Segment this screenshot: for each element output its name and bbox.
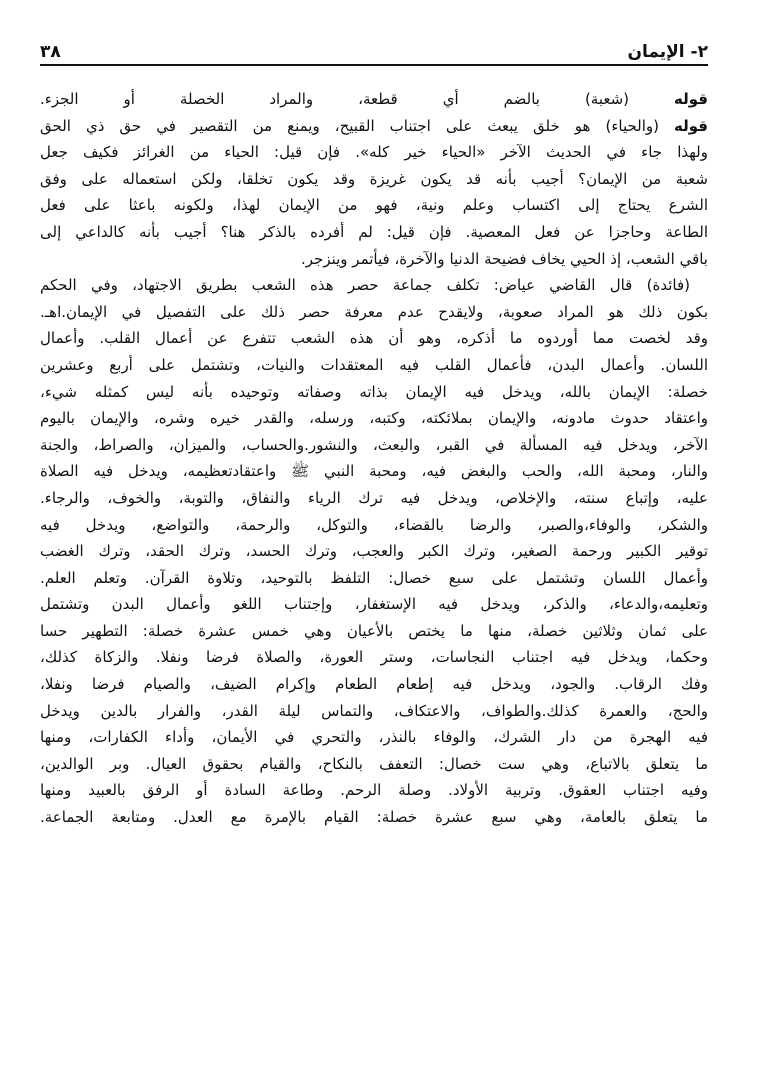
text-line: باقي الشعب، إذ الحيي يخاف فضيحة الدنيا والآخرة، فيأتمر وينزجر.: [301, 249, 708, 268]
text-line: وقد لخصت مما أوردوه ما أذكره، وهو أن هذه الشعب تتفرع عن أعمال القلب. وأعمال: [40, 329, 708, 348]
text-line: الطاعة وحاجزا عن فعل المعصية. فإن قيل: لم أفرده بالذكر هنا؟ أجيب بأنه كالداعي إلى: [40, 222, 708, 241]
text-line: قوله (والحياء) هو خلق يبعث على اجتناب القبيح، ويمنع من التقصير في حق ذي الحق: [40, 116, 708, 135]
text-line: ما يتعلق بالعامة، وهي سبع عشرة خصلة: القيام بالإمرة مع العدل. ومتابعة الجماعة.: [40, 808, 708, 827]
text-line: وفيه اجتناب العقوق. وتربية الأولاد. وصلة الرحم. وطاعة السادة أو الرفق بالعبيد ومنها: [40, 781, 708, 800]
text-line: توقير الكبير ورحمة الصغير، وترك الكبر والعجب، وترك الحسد، وترك الحقد، وترك الغضب: [40, 542, 708, 561]
header-divider: [40, 64, 708, 66]
text-line: اللسان. وأعمال البدن، فأعمال القلب فيه المعتقدات والنيات، وتشتمل على أربع وعشرين: [40, 355, 708, 374]
text-line: عليه، وإتباع سنته، والإخلاص، ويدخل فيه ترك الرياء والنفاق، والتوبة، والخوف، والرجاء.: [40, 488, 708, 507]
text-line: وتعليمه،والدعاء، والذكر، ويدخل فيه الإستغفار، وإجتناب اللغو وأعمال البدن وتشتمل: [40, 595, 708, 614]
text-line: بكون ذلك هو المراد صعوبة، ولايقدح عدم معرفة حصر ذلك على التفصيل في الإيمان.اهـ.: [40, 302, 708, 321]
text-line: قوله (شعبة) بالضم أي قطعة، والمراد الخصلة أو الجزء.: [40, 90, 708, 108]
text-line: ما يتعلق بالاتباع، وهي ست خصال: التعفف بالنكاح، والقيام بحقوق العيال. وبر الوالدين،: [40, 754, 708, 773]
commentary-text: [40, 86, 708, 831]
text-line: فيه الهجرة من دار الشرك، والوفاء بالنذر، والتحري في الأيمان، وأداء الكفارات، ومنها: [40, 728, 708, 747]
text-line: شعبة من الإيمان؟ أجيب بأنه قد يكون غريزة وقد يكون تخلقا، ولكن استعماله على وفق: [40, 169, 708, 188]
text-line: خصلة: الإيمان بالله، ويدخل فيه الإيمان بذاته وصفاته وتوحيده بأنه ليس كمثله شيء،: [40, 382, 708, 401]
text-line: الآخر، ويدخل فيه المسألة في القبر، والبعث، والنشور.والحساب، والميزان، والصراط، والجنة: [40, 435, 708, 454]
text-line: واعتقاد حدوث مادونه، والإيمان بملائكته، وكتبه، ورسله، والقدر خيره وشره، والإيمان باليوم: [40, 409, 708, 428]
text-line: وفك الرقاب. والجود، ويدخل فيه إطعام الطعام وإكرام الضيف، والصيام فرضا ونفلا،: [40, 675, 708, 694]
text-line: والشكر، والوفاء،والصبر، والرضا بالقضاء، والتوكل، والرحمة، والتواضع، ويدخل فيه: [40, 515, 708, 534]
text-line: والحج، والعمرة كذلك.والطواف، والاعتكاف، والتماس ليلة القدر، والفرار بالدين ويدخل: [40, 701, 708, 720]
chapter-title: ٢- الإيمان: [627, 42, 708, 62]
text-line: (فائدة) قال القاضي عياض: تكلف جماعة حصر هذه الشعب بطريق الاجتهاد، وفي الحكم: [40, 276, 690, 295]
text-line: والنار، ومحبة الله، والحب والبغض فيه، ومحبة النبي ﷺ واعتقادتعظيمه، ويدخل فيه الصلاة: [40, 462, 708, 481]
text-line: ولهذا جاء في الحديث الآخر «الحياء خير كله». فإن قيل: الحياء من الغرائز فكيف جعل: [40, 143, 708, 162]
text-line: وأعمال اللسان وتشتمل على سبع خصال: التلفظ بالتوحيد، وتلاوة القرآن. وتعلم العلم.: [40, 568, 708, 587]
text-line: الشرع يحتاج إلى اكتساب وعلم ونية، فهو من الإيمان لهذا، ولكونه باعثا على فعل: [40, 196, 708, 215]
text-line: وحكما، ويدخل فيه اجتناب النجاسات، وستر العورة، والصلاة فرضا ونفلا. والزكاة كذلك،: [40, 648, 708, 667]
page-header: [40, 28, 708, 62]
page-number: ٣٨: [40, 42, 61, 62]
text-line: على ثمان وثلاثين خصلة، منها ما يختص بالأعيان وهي خمس عشرة خصلة: التطهير حسا: [40, 621, 708, 640]
